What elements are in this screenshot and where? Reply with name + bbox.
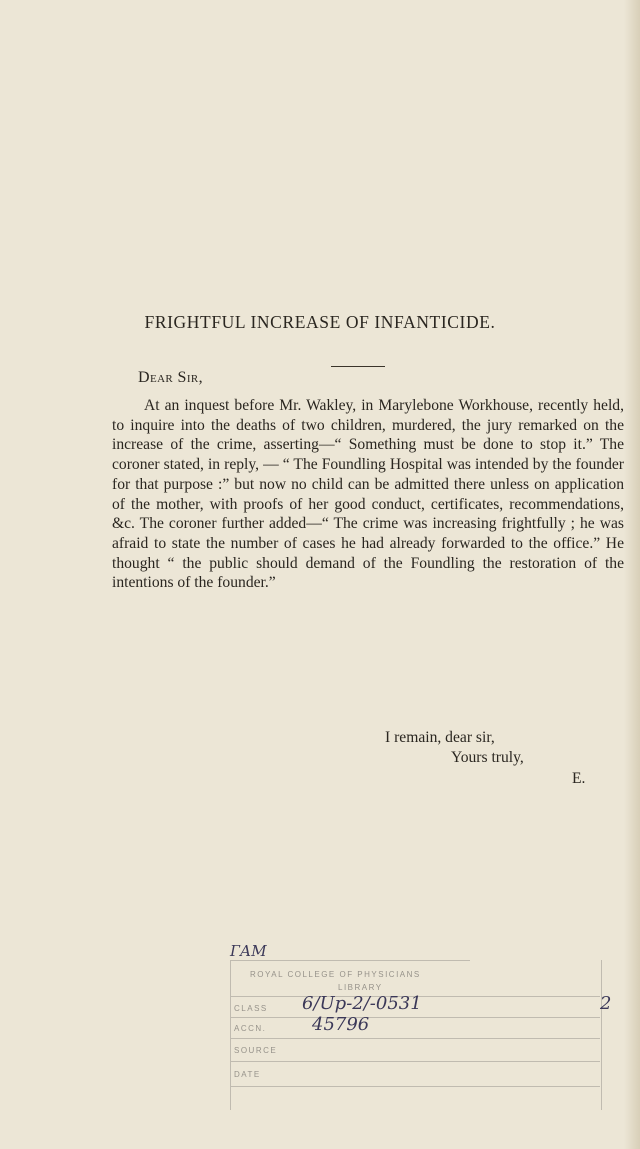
stamp-class-suffix: 2 (600, 993, 612, 1014)
signature: E. (572, 770, 586, 787)
stamp-date-label: DATE (234, 1070, 261, 1079)
library-stamp (228, 920, 620, 1110)
stamp-line-4 (230, 1061, 600, 1062)
stamp-acc-value: 45796 (312, 1014, 370, 1035)
stamp-class-value: 6/Up-2/-0531 (302, 993, 422, 1014)
stamp-source-label: SOURCE (234, 1046, 278, 1055)
closing-line: I remain, dear sir, (385, 729, 495, 746)
page-edge-shadow (624, 0, 640, 1149)
stamp-line-3 (230, 1038, 600, 1039)
stamp-class-label: CLASS (234, 1004, 268, 1013)
stamp-acc-label: ACCN. (234, 1024, 267, 1033)
stamp-library: LIBRARY (338, 983, 383, 992)
stamp-institution: ROYAL COLLEGE OF PHYSICIANS (250, 970, 421, 979)
stamp-handwritten-mark: ГАМ (230, 942, 267, 960)
salutation: Dear Sir, (138, 369, 204, 386)
letter-body: At an inquest before Mr. Wakley, in Marylebone Workhouse, recently held, to inquire into the deaths of two children, murdered, the jury remarked on the increase of the crime, asserting—“ Something must be done to stop it.” The coroner stated, in reply, — “ The Foundling Hospital was intended by the founder for that purpose :” but now no child can be admitted there unless on application of the mother, with proofs of her good conduct, certificates, recommendations, &c. The coroner further added—“ The crime was increasing frightfully ; he was afraid to state the number of cases he had already forwarded to the office.” He thought “ the public should demand of the Foundling the restoration of the intentions of the founder.” (112, 397, 624, 592)
stamp-line-2 (230, 1017, 600, 1018)
valediction: Yours truly, (451, 749, 524, 766)
document-heading: FRIGHTFUL INCREASE OF INFANTICIDE. (144, 312, 496, 332)
heading-rule (331, 366, 385, 367)
stamp-frame (230, 960, 602, 1110)
stamp-line-5 (230, 1086, 600, 1087)
